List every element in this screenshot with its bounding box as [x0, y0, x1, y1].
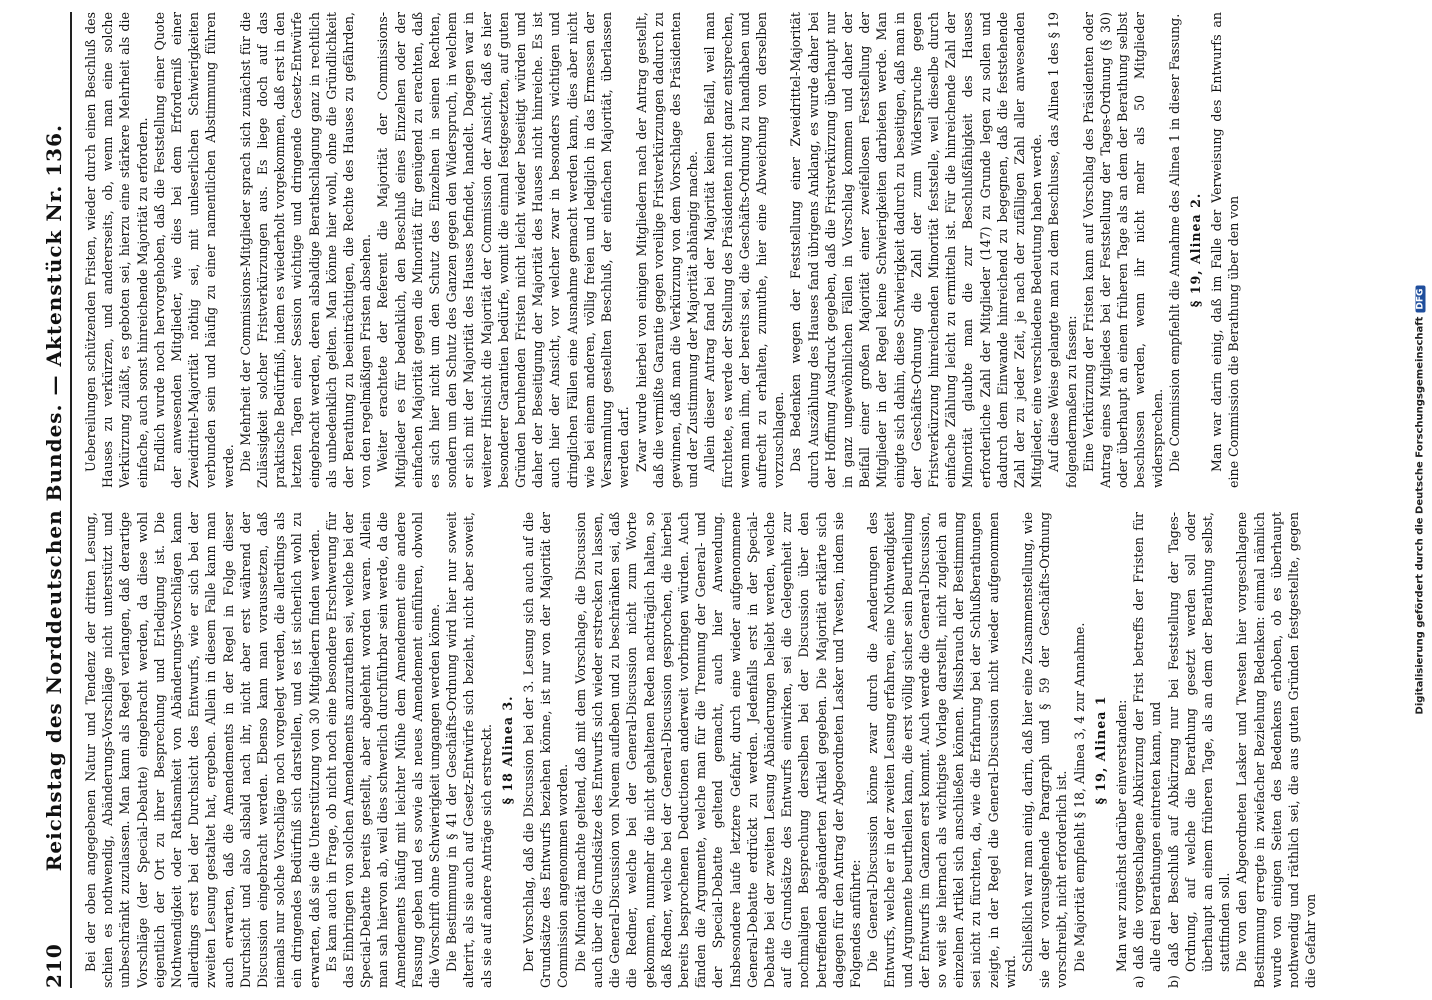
digitization-credit [1408, 0, 1432, 1000]
left-text-column [82, 512, 1396, 988]
paragraph: Der Vorschlag, daß die Discussion bei der 3. Lesung sich auch auf die Grundsätze des Entwurfs beziehen könne, ist nur von der Majorität der Commission angenommen worden. [521, 512, 571, 988]
section-heading: § 18 Alinea 3. [499, 695, 515, 805]
scanned-document-page [26, 0, 1406, 1000]
paragraph: Zwar wurde hierbei von einigen Mitgliedern nach der Antrag gestellt, daß die vermißte Garantie gegen voreilige Fristverkürzungen dadurch zu gewinnen, daß man die Verkürzung von dem Vorschlage des Präsidenten und der Zustimmung der Majorität abhängig mache. [633, 12, 701, 488]
paragraph: Uebereilungen schützenden Fristen, wieder durch einen Beschluß des Hauses zu verkürzen, und andererseits, ob, wenn man eine solche Verkürzung zuläßt, es geboten sei, hierzu eine stärkere Mehrheit als die einfache, auch sonst hinreichende Majorität zu erfordern. [83, 12, 150, 488]
paragraph: Weiter erachtete der Referent die Majorität der Commissions-Mitglieder es für bedenklich, den Beschluß eines Einzelnen oder der einfachen Majorität gegen die Minorität für genügend zu erachten, daß es sich hier nicht um den Schutz des Einzelnen in seinen Rechten, sondern um den Schutz des Ganzen gegen den Widerspruch, in welchem er sich mit der Majorität des Hauses befindet, handelt. Dagegen war in weiterer Hinsicht die Majorität der Commission der Ansicht, daß es hier besonderer Garantien bedürfe, womit die einmal festgesetzten, auf guten Gründen beruhenden Fristen nicht leicht wieder beseitigt würden und daher der Beseitigung der Majorität des Hauses nicht hinreiche. Es ist auch hier der Ansicht, vor welcher zwar in besonders wichtigen und dringlichen Fällen eine Ausnahme gemacht werden kann, dies aber nicht wie bei einem anderen, völlig freien und lediglich in das Ermessen der Versammlung gestellten Beschluß, der einfachen Majorität, überlassen werden darf. [375, 12, 632, 488]
credit-text: Digitalisierung gefördert durch die Deutsche Forschungsgemeinschaft [1414, 316, 1426, 715]
paragraph: Man war darin einig, daß im Falle der Verweisung des Entwurfs an eine Commission die Berathung über den von [1209, 12, 1242, 488]
right-text-column [82, 12, 1396, 488]
list-item: a) daß die vorgeschlagene Abkürzung der Frist betreffs der Fristen für alle drei Berathungen eintreten kann, und [1131, 512, 1164, 988]
paragraph: Die von den Abgeordneten Lasker und Twesten hier vorgeschlagene Bestimmung erregte in zwiefacher Beziehung Bedenken: einmal nämlich wurde von einigen Seiten des Bedenkens erhoben, ob es überhaupt nothwendig und räthlich sei, die aus guten Gründen festgestellte, gegen die Gefahr von [1234, 512, 1319, 988]
paragraph: Die Commission empfiehlt die Annahme des Alinea 1 in dieser Fassung. [1166, 13, 1182, 472]
dfg-logo: DFG [1415, 286, 1425, 313]
section-heading: § 19, Alinea 1 [1092, 695, 1108, 805]
paragraph: Man war zunächst darüber einverstanden: [1113, 699, 1129, 972]
running-title: Reichstag des Norddeutschen Bundes. — Aktenstück Nr. 136. [42, 124, 66, 872]
text-columns [82, 12, 1396, 988]
paragraph: Die General-Discussion könne zwar durch die Aenderungen des Entwurfs, welche er in der zweiten Lesung erfahren, eine Nothwendigkeit und Argumente beurtheilen kann, die erst völlig sicher sein Beurtheilung der Entwurfs im Ganzen erst kommt. Auch werde die General-Discussion, so weit sie hiernach als wichtigste Vorlage darstellt, nicht zugleich an einzelnen Artikel sich anschließen können. Missbrauch der Bestimmung sei nicht zu fürchten, da, wie die Erfahrung bei der Schlußberathungen zeigte, in der Regel die General-Discussion nicht wieder aufgenommen wird. [865, 512, 1018, 988]
paragraph: Die Bestimmung in § 41 der Geschäfts-Ordnung wird hier nur soweit alterirt, als sie auch auf Gesetz-Entwürfe sich bezieht, nicht aber soweit, als sie auf andere Anträge sich erstreckt. [444, 512, 494, 988]
paragraph: Die Minorität machte geltend, daß mit dem Vorschlage, die Discussion auch über die Grundsätze des Entwurfs sich wieder erstrecken zu lassen, die General-Discussion von Neuem aufleben und zu beschränken sei, daß die Redner, welche bei der General-Discussion nicht zum Worte gekommen, nunmehr die nicht gehaltenen Reden nachträglich halten, so daß Redner, welche bei der General-Discussion gesprochen, die hierbei bereits besprochenen Deductionen anderweit vorbringen würden. Auch fänden die Argumente, welche man für die Trennung der General- und der Special-Debatte geltend gemacht, auch hier Anwendung. Insbesondere laufe letztere Gefahr, durch eine wieder aufgenommene General-Debatte erdrückt zu werden. Jedenfalls erst in der Special-Debatte bei der zweiten Lesung Abänderungen beliebt werden, welche auf die Grundsätze des Entwurfs einwirken, sei die Gelegenheit zur nochmaligen Besprechung derselben bei der Discussion über den betreffenden abgeänderten Artikel gegeben. Die Majorität erklärte sich dagegen für den Antrag der Abgeordneten Lasker und Twesten, indem sie Folgendes anführte: [572, 512, 863, 988]
paragraph: Es kam auch in Frage, ob nicht noch eine besondere Erschwerung für das Einbringen von solchen Amendements anzurathen sei, welche bei der Special-Debatte bereits gestellt, aber abgelehnt worden waren. Allein man sah hiervon ab, weil dies schwerlich durchführbar sein werde, da die Amendements häufig mit leichter Mühe dem Amendement eine andere Fassung geben und es sowie als neues Amendement einführen, obwohl die Vorschrift ohne Schwierigkeit umgangen werden könne. [323, 512, 443, 988]
page-number: 210 [42, 943, 66, 988]
section-heading: § 19, Alinea 2. [1188, 192, 1203, 308]
paragraph: Die Mehrheit der Commissions-Mitglieder sprach sich zunächst für die Zulässigkeit solcher Fristverkürzungen aus. Es liege doch auf das praktische Bedürfniß, indem es wiederholt vorgekommen, daß erst in den letzten Tagen einer Session wichtige und dringende Gesetz-Entwürfe eingebracht werden, deren alsbaldige Berathschlagung ganz in rechtlich als unbedenklich gelten. Man könne hier wohl, ohne die Gründlichkeit der Berathung zu beeinträchtigen, die Rechte des Hauses zu gefährden, von den regelmäßigen Fristen absehen. [237, 12, 374, 488]
paragraph: Das Bedenken wegen der Feststellung einer Zweidrittel-Majorität durch Auszählung des Hauses fand übrigens Anklang, es wurde daher bei der Hoffnung Ausdruck gegeben, daß die Fristverkürzung überhaupt nur in ganz ungewöhnlichen Fällen in Vorschlag kommen und daher der Beifall einer großen Majorität einer zweifellosen Feststellung der Mitglieder in der Regel keine Schwierigkeiten darbieten werde. Man einigte sich dahin, diese Schwierigkeit dadurch zu beseitigen, daß man in der Geschäfts-Ordnung die Zahl der zum Widerspruche gegen Fristverkürzung hinreichenden Minorität feststelle, weil dieselbe durch einfache Zählung leicht zu ermitteln ist. Für die hinreichende Zahl der Minorität glaubte man die zur Beschlußfähigkeit des Hauses erforderliche Zahl der Mitglieder (147) zu Grunde legen zu sollen und dadurch dem Einwande hinreichend zu begegnen, daß die feststehende Zahl der zu jeder Zeit, je nach der zufälligen Zahl aller anwesenden Mitglieder, eine verschiedene Bedeutung haben werde. [788, 12, 1045, 488]
paragraph: Schließlich war man einig, darin, daß hier eine Zusammenstellung, wie sie der vorausgehende Paragraph und § 59 der Geschäfts-Ordnung vorschreibt, nicht erforderlich ist. [1019, 512, 1070, 988]
page-header [30, 12, 72, 988]
paragraph: Endlich wurde noch hervorgehoben, daß die Feststellung einer Quote der anwesenden Mitglieder, wie dies bei dem Erforderniß einer Zweidrittel-Majorität nöthig sei, mit unleserlichen Schwierigkeiten verbunden sein und häufig zu einer namentlichen Abstimmung führen werde. [151, 12, 236, 488]
paragraph: Die Majorität empfiehlt § 18, Alinea 3, 4 zur Annahme. [1071, 622, 1087, 972]
paragraph: Auf diese Weise gelangte man zu dem Beschlusse, das Alinea 1 des § 19 folgendermaßen zu fassen: [1046, 12, 1079, 488]
paragraph: Bei der oben angegebenen Natur und Tendenz der dritten Lesung, schien es nothwendig, Abänderungs-Vorschläge nicht unterstützt und unbeschränkt zuzulassen. Man kann als Regel verlangen, daß derartige Vorschläge (der Special-Debatte) eingebracht werden, da diese wohl eigentlich der Ort zu ihrer Besprechung und Erledigung ist. Die Nothwendigkeit oder Rathsamkeit von Abänderungs-Vorschlägen kann allerdings erst bei der Durchsicht des Entwurfs, wie er sich bei der zweiten Lesung gestaltet hat, ergeben. Allein in diesem Falle kann man auch erwarten, daß die Amendements in der Regel in Folge dieser Durchsicht und also alsbald nach ihr, nicht aber erst während der Discussion eingebracht werden. Ebenso kann man voraussetzen, daß niemals nur solche Vorschläge noch vorgelegt werden, die allerdings als ein dringendes Bedürfniß sich darstellen, und es ist sicherlich wohl zu erwarten, daß sie die Unterstützung von 30 Mitgliedern finden werden. [83, 512, 322, 988]
paragraph: Allein dieser Antrag fand bei der Majorität keinen Beifall, weil man fürchtete, es werde der Stellung des Präsidenten nicht ganz entsprechen, wenn man ihm, der bereits sei, die Geschäfts-Ordnung zu handhaben und aufrecht zu erhalten, zumuthe, hier eine Abweichung von derselben vorzuschlagen. [702, 12, 787, 488]
paragraph: Eine Verkürzung der Fristen kann auf Vorschlag des Präsidenten oder Antrag eines Mitgliedes bei der Feststellung der Tages-Ordnung (§ 30) oder überhaupt an einem früheren Tage als an dem der Berathung selbst beschlossen werden, wenn ihr nicht mehr als 50 Mitglieder widersprechen. [1080, 12, 1165, 488]
list-item: b) daß der Beschluß auf Abkürzung nur bei Feststellung der Tages-Ordnung, auf welche die Berathung gesetzt werden soll oder überhaupt an einem früheren Tage, als an dem der Berathung selbst, stattfinden soll. [1165, 512, 1233, 988]
